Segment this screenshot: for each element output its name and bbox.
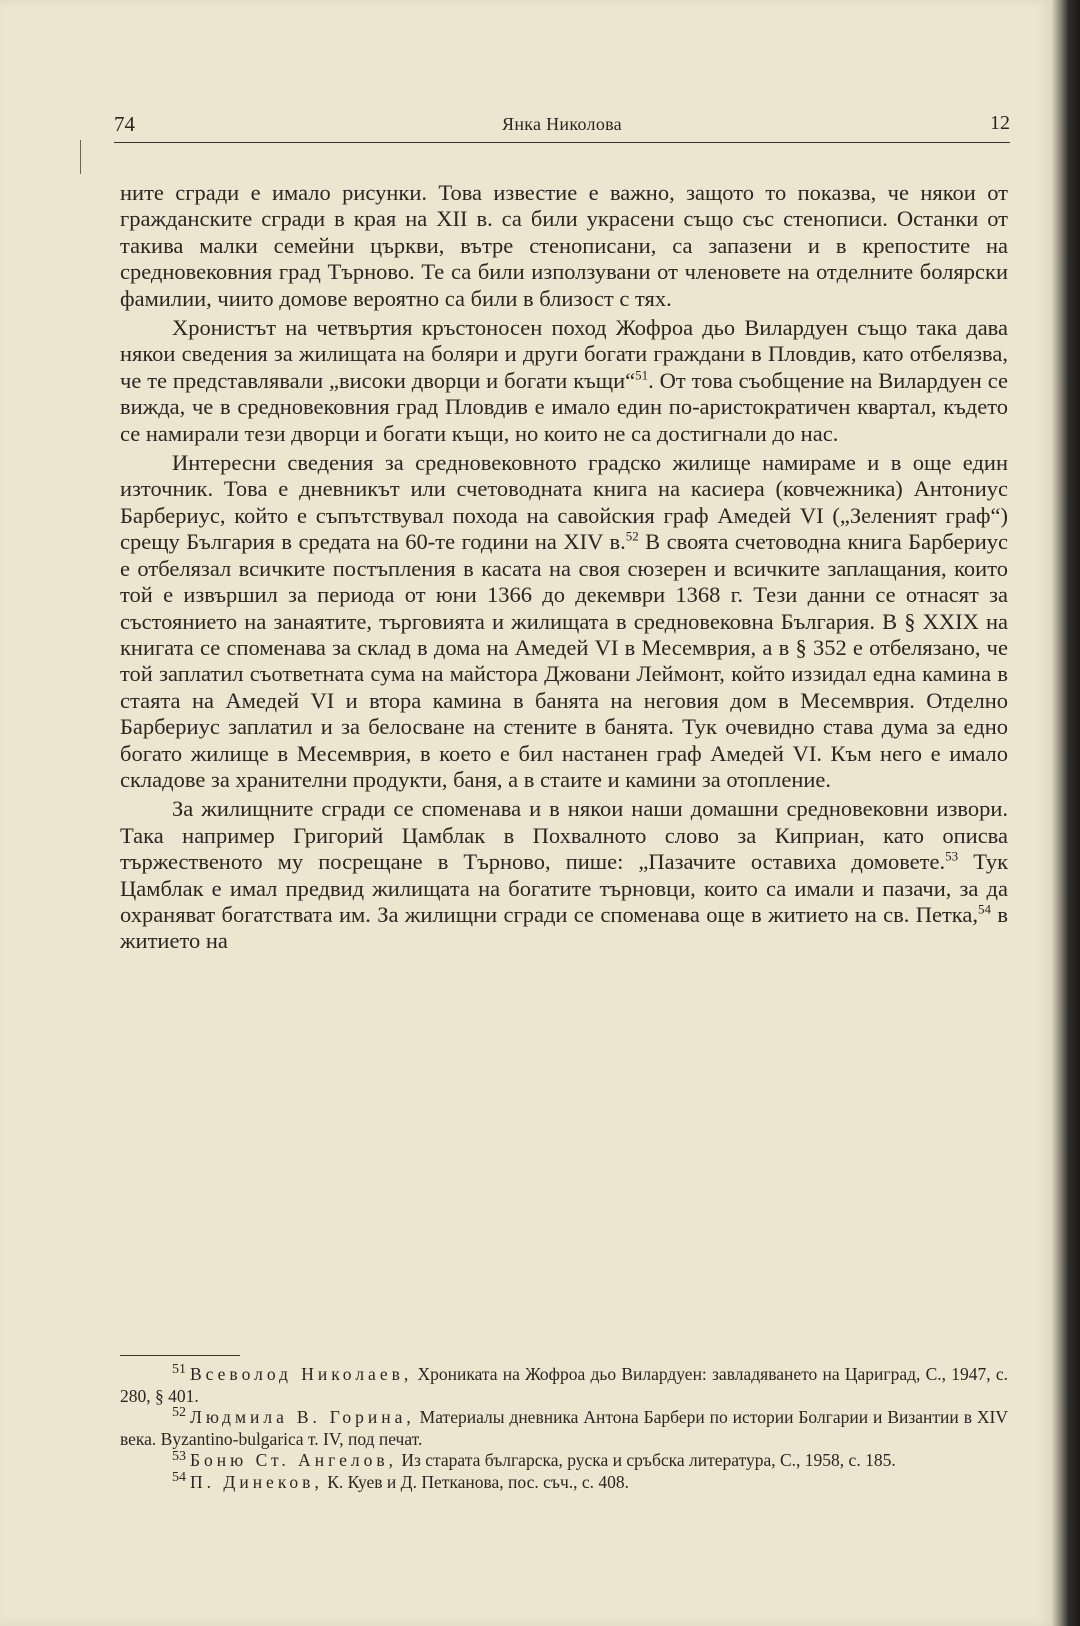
paragraph-1: ните сгради е имало рисунки. Това известие е важно, защото то показва, че някои от гражданските сгради в края на XII в. са били украсени също със стенописи. Останки от такива малки семейни църкви, вътре стенописани, са запазени и в крепостите на средновековния град Търново. Те са били използувани от членовете на отделните болярски фамилии, чиито домове вероятно са били в близост с тях.	[120, 180, 1008, 311]
footnote-ref-51[interactable]: 51	[635, 367, 649, 383]
footnote-52: $^{52}$ Людмила В. Горина, Материалы дневника Антона Барбери по истории Болгарии и Византии в XIV века. Byzantino-bulgarica т. IV, под печат.	[120, 1405, 1008, 1449]
book-spine	[1052, 0, 1080, 1626]
footnote-53: $^{53}$ Боню Ст. Ангелов, Из старата българска, руска и сръбска литература, С., 1958, с. 185.	[172, 1448, 896, 1471]
footnote-54: $^{54}$ П. Динеков, К. Куев и Д. Петканова, пос. съч., с. 408.	[172, 1470, 630, 1492]
margin-mark	[80, 140, 84, 174]
body-text	[120, 180, 1008, 955]
footnote-51: $^{51}$ Всеволод Николаев, Хрониката на Жофроа дьо Вилардуен: завладяването на Цариград, С., 1947, с. 280, § 401.	[120, 1362, 1008, 1406]
running-head	[114, 112, 1010, 143]
footnote-ref-54[interactable]: 54	[978, 901, 991, 917]
footnote-ref-53[interactable]: 53	[945, 848, 959, 864]
paragraph-3: Интересни сведения за средновековното градско жилище намираме и в още един източник. Това е дневникът или счетоводната книга на касиера (ковчежника) Антониус Барбериус, който е съпътствувал похода на савойския граф Амедей VI („Зеленият граф“) срещу България в средата на 60-те години на XIV в.$^{52}$ В своята счетоводна книга Барбериус е отбелязал всичките постъпления в касата на своя сюзерен и всичките заплащания, които той е извършил за периода от юни 1366 до декември 1368 г. Тези данни се отнасят за състоянието на занаятите, търговията и жилищата в средновековна България. В § XXIX на книгата се споменава за склад в дома на Амедей VI в Месемврия, а в § 352 е отбелязано, че той заплатил съответната сума на майстора Джовани Леймонт, който иззидал една камина в стаята на Амедей VI и втора камина в банята на неговия дом в Месемврия. Отделно Барбериус заплатил и за белосване на стените в банята. Тук очевидно става дума за едно богато жилище в Месемврия, в което е бил настанен граф Амедей VI. Към него е имало складове за хранителни продукти, баня, а в стаите и камини за отопление.	[120, 450, 1008, 792]
paragraph-4: За жилищните сгради се споменава и в някои наши домашни средновековни извори. Така например Григорий Цамблак в Похвалното слово за Киприан, като описва тържественото му посрещане в Търново, пише: „Пазачите оставиха домовете.$^{53}$ Тук Цамблак е имал предвид жилищата на богатите търновци, които са имали и пазачи, за да охраняват богатствата им. За жилищни сгради се споменава още в житието на св. Петка,$^{54}$ в житието на	[120, 796, 1008, 954]
footnotes	[120, 1364, 1008, 1494]
running-title: Янка Николова	[502, 114, 622, 134]
page-number: 74	[114, 112, 135, 136]
footnote-rule	[120, 1355, 240, 1356]
footnote-ref-52[interactable]: 52	[625, 528, 639, 544]
section-number: 12	[990, 112, 1010, 134]
paragraph-2: Хронистът на четвъртия кръстоносен поход Жофроа дьо Вилардуен също така дава някои сведения за жилищата на боляри и други богати граждани в Пловдив, като отбелязва, че те представлявали „високи дворци и богати къщи“$^{51}$. От това съобщение на Вилардуен се вижда, че в средновековния град Пловдив е имало един по-аристократичен квартал, където се намирали тези дворци и богати къщи, но които не са достигнали до нас.	[120, 315, 1008, 446]
